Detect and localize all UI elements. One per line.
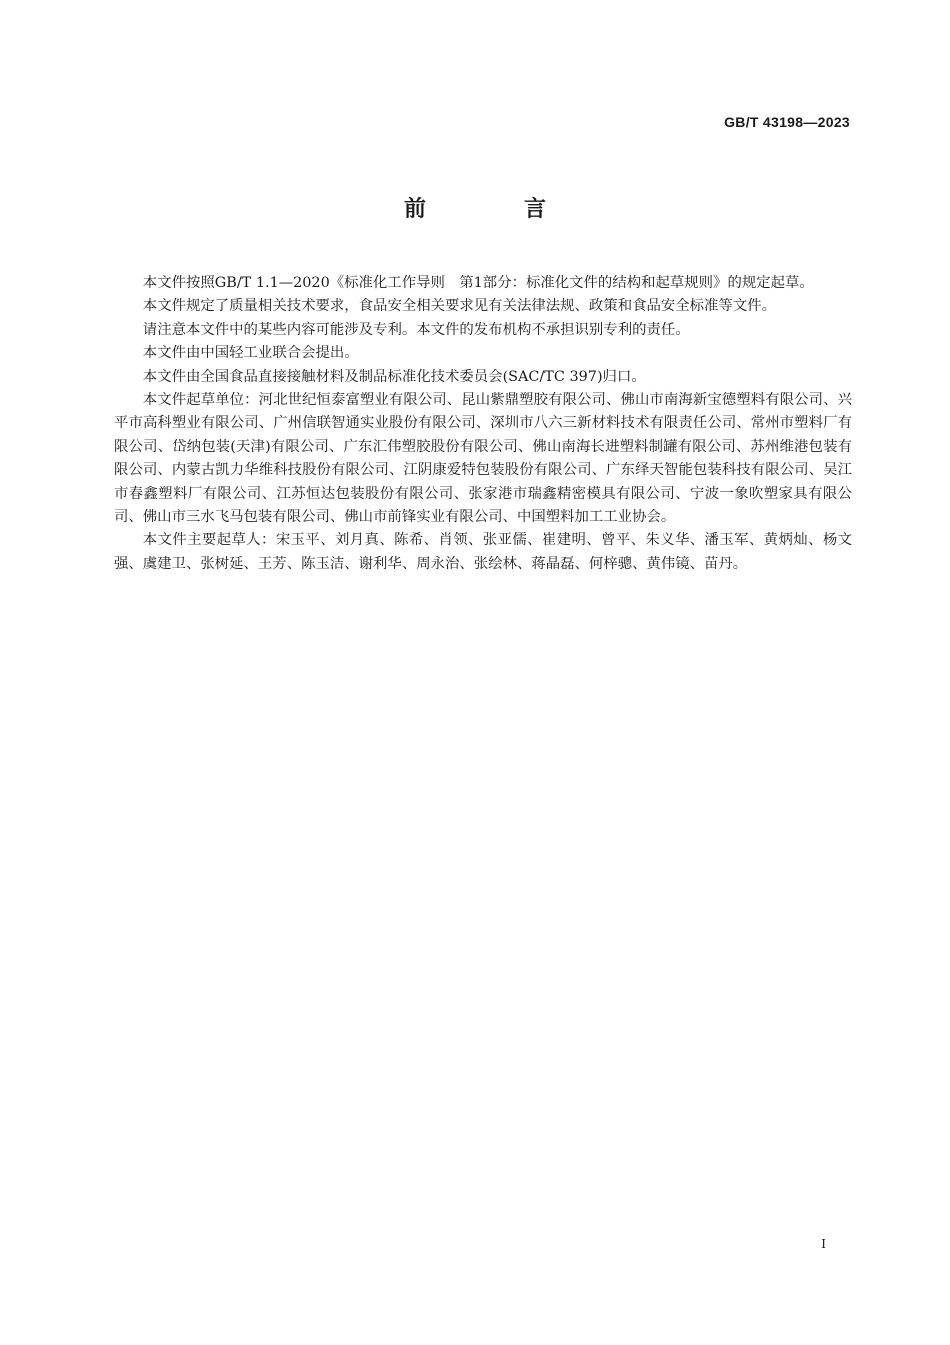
page-number: I <box>821 1237 826 1251</box>
paragraph-scope-note: 本文件规定了质量相关技术要求，食品安全相关要求见有关法律法规、政策和食品安全标准等文件。 <box>142 298 776 315</box>
paragraph-technical-committee: 本文件由全国食品直接接触材料及制品标准化技术委员会(SAC/TC 397)归口。 <box>142 368 646 385</box>
paragraph-patent-notice: 请注意本文件中的某些内容可能涉及专利。本文件的发布机构不承担识别专利的责任。 <box>142 321 690 338</box>
paragraph-drafting-rules: 本文件按照GB/T 1.1—2020《标准化工作导则 第1部分：标准化文件的结构和起草规则》的规定起草。 <box>142 275 814 291</box>
foreword-body <box>114 272 852 576</box>
paragraph-main-drafters: 本文件主要起草人：宋玉平、刘月真、陈希、肖领、张亚儒、崔建明、曾平、朱义华、潘玉军、黄炳灿、杨文强、虞建卫、张树延、王芳、陈玉洁、谢利华、周永治、张绘林、蒋晶磊、何梓骢、黄伟镜、苗丹。 <box>114 532 852 572</box>
document-code: GB/T 43198—2023 <box>724 114 850 130</box>
paragraph-proposer: 本文件由中国轻工业联合会提出。 <box>142 345 359 362</box>
page-title: 前 言 <box>403 197 584 222</box>
paragraph-drafting-organizations: 本文件起草单位：河北世纪恒泰富塑业有限公司、昆山紫鼎塑胶有限公司、佛山市南海新宝德塑料有限公司、兴平市高科塑业有限公司、广州信联智通实业股份有限公司、深圳市八六三新材料技术有限责任公司、常州市塑料厂有限公司、岱纳包装(天津)有限公司、广东汇伟塑胶股份有限公司、佛山南海长进塑料制罐有限公司、苏州维港包装有限公司、内蒙古凯力华维科技股份有限公司、江阴康爱特包装股份有限公司、广东绎天智能包装科技有限公司、吴江市春鑫塑料厂有限公司、江苏恒达包装股份有限公司、张家港市瑞鑫精密模具有限公司、宁波一象吹塑家具有限公司、佛山市三水飞马包装有限公司、佛山市前锋实业有限公司、中国塑料加工工业协会。 <box>114 392 852 526</box>
